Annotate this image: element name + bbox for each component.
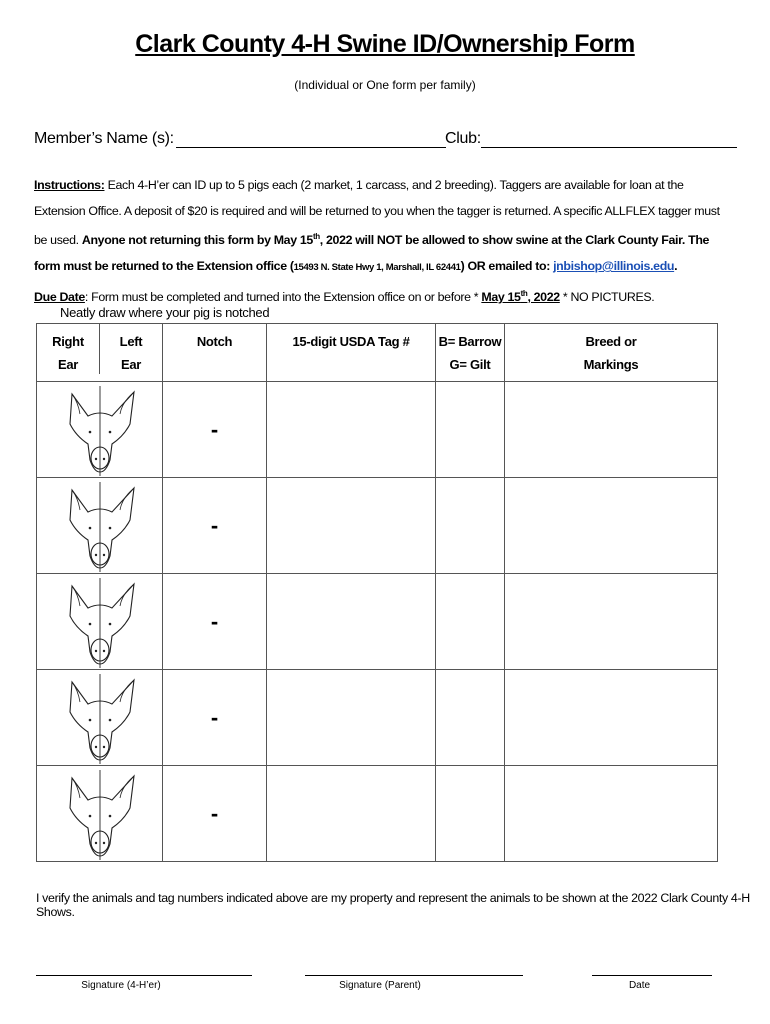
table-row bbox=[37, 382, 718, 478]
tag-cell[interactable] bbox=[267, 670, 436, 766]
breed-cell[interactable] bbox=[505, 574, 718, 670]
pig-head-outline-icon bbox=[50, 578, 150, 668]
due-date-tail: * NO PICTURES. bbox=[559, 290, 655, 305]
notch-cell[interactable] bbox=[163, 574, 267, 670]
date-line[interactable] bbox=[592, 975, 712, 976]
left-ear-header: Left Ear bbox=[119, 334, 143, 372]
club-blank[interactable] bbox=[481, 131, 737, 148]
tag-header: 15-digit USDA Tag # bbox=[267, 324, 436, 382]
notch-dash: - bbox=[210, 704, 219, 730]
date-label: Date bbox=[628, 980, 651, 991]
breed-cell[interactable] bbox=[505, 766, 718, 862]
club-field[interactable] bbox=[445, 130, 737, 148]
table-row bbox=[37, 478, 718, 574]
member-name-blank[interactable] bbox=[176, 131, 446, 148]
pig-head-outline-icon bbox=[50, 386, 150, 476]
form-subtitle: (Individual or One form per family) bbox=[294, 78, 476, 92]
due-date-value bbox=[481, 290, 559, 304]
tag-cell[interactable] bbox=[267, 382, 436, 478]
parent-signature-line[interactable] bbox=[305, 975, 523, 976]
notch-header: Notch bbox=[163, 324, 267, 382]
ear-notch-drawing-cell[interactable] bbox=[37, 478, 163, 574]
notch-dash: - bbox=[210, 800, 219, 826]
instructions-deadline: Anyone not returning this form by May 15 bbox=[81, 233, 313, 248]
verification-statement: I verify the animals and tag numbers indicated above are my property and represent the animals to be shown at the 2022 Clark County 4-H Shows. bbox=[36, 891, 750, 919]
pig-table bbox=[36, 323, 718, 862]
club-label: Club: bbox=[445, 130, 481, 147]
breed-header: Breed or Markings bbox=[505, 324, 718, 382]
ear-notch-drawing-cell[interactable] bbox=[37, 382, 163, 478]
table-row bbox=[37, 574, 718, 670]
tag-cell[interactable] bbox=[267, 478, 436, 574]
sex-cell[interactable] bbox=[436, 574, 505, 670]
notch-cell[interactable] bbox=[163, 382, 267, 478]
email-link[interactable]: jnbishop@illinois.edu bbox=[553, 259, 675, 274]
breed-cell[interactable] bbox=[505, 382, 718, 478]
notch-dash: - bbox=[210, 416, 219, 442]
pig-head-outline-icon bbox=[50, 770, 150, 860]
table-row bbox=[37, 670, 718, 766]
ear-notch-drawing-cell[interactable] bbox=[37, 574, 163, 670]
due-date-day: May 15 bbox=[481, 290, 521, 305]
ear-notch-drawing-cell[interactable] bbox=[37, 766, 163, 862]
email-period: . bbox=[674, 259, 678, 274]
notch-dash: - bbox=[210, 512, 219, 538]
right-ear-header: Right Ear bbox=[37, 324, 100, 374]
tag-cell[interactable] bbox=[267, 766, 436, 862]
notch-cell[interactable] bbox=[163, 478, 267, 574]
due-date-text: : Form must be completed and turned into the Extension office on or before * bbox=[84, 290, 482, 305]
notch-cell[interactable] bbox=[163, 766, 267, 862]
member-name-field[interactable] bbox=[34, 130, 446, 148]
sex-cell[interactable] bbox=[436, 766, 505, 862]
form-title: Clark County 4-H Swine ID/Ownership Form bbox=[135, 30, 635, 58]
pig-head-outline-icon bbox=[50, 482, 150, 572]
due-date-year: , 2022 bbox=[527, 290, 560, 305]
instructions-consequence: , 2022 will NOT be allowed to show swine at the Clark County Fair. The form must be returned to the Extension office ( bbox=[34, 233, 710, 274]
tag-cell[interactable] bbox=[267, 574, 436, 670]
breed-cell[interactable] bbox=[505, 478, 718, 574]
pig-head-outline-icon bbox=[50, 674, 150, 764]
table-row bbox=[37, 766, 718, 862]
due-date-label: Due Date bbox=[34, 290, 85, 305]
ears-header bbox=[37, 324, 163, 382]
sex-header: B= Barrow G= Gilt bbox=[436, 324, 505, 382]
breed-cell[interactable] bbox=[505, 670, 718, 766]
member-signature-label: Signature (4-H’er) bbox=[81, 980, 161, 991]
ear-notch-drawing-cell[interactable] bbox=[37, 670, 163, 766]
due-date-sup: th bbox=[520, 289, 528, 299]
sex-cell[interactable] bbox=[436, 478, 505, 574]
notch-hint: Neatly draw where your pig is notched bbox=[60, 305, 270, 320]
sex-cell[interactable] bbox=[436, 670, 505, 766]
member-signature-line[interactable] bbox=[36, 975, 252, 976]
notch-cell[interactable] bbox=[163, 670, 267, 766]
instructions-email-prefix: ) OR emailed to: bbox=[460, 259, 554, 274]
instructions-text: Each 4-H’er can ID up to 5 pigs each (2 market, 1 carcass, and 2 breeding). Taggers are available for loan at the Extension Office. A deposit of $20 is required and will be returned to you when the tagger is returned. A specific ALLFLEX tagger must be used. bbox=[34, 178, 720, 248]
member-name-label: Member’s Name (s): bbox=[34, 130, 174, 147]
office-address: 15493 N. State Hwy 1, Marshall, IL 62441 bbox=[293, 262, 461, 274]
deadline-sup: th bbox=[312, 232, 320, 241]
instructions-block bbox=[34, 172, 734, 310]
instructions-label: Instructions: bbox=[34, 178, 105, 192]
notch-dash: - bbox=[210, 608, 219, 634]
sex-cell[interactable] bbox=[436, 382, 505, 478]
parent-signature-label: Signature (Parent) bbox=[339, 980, 421, 991]
